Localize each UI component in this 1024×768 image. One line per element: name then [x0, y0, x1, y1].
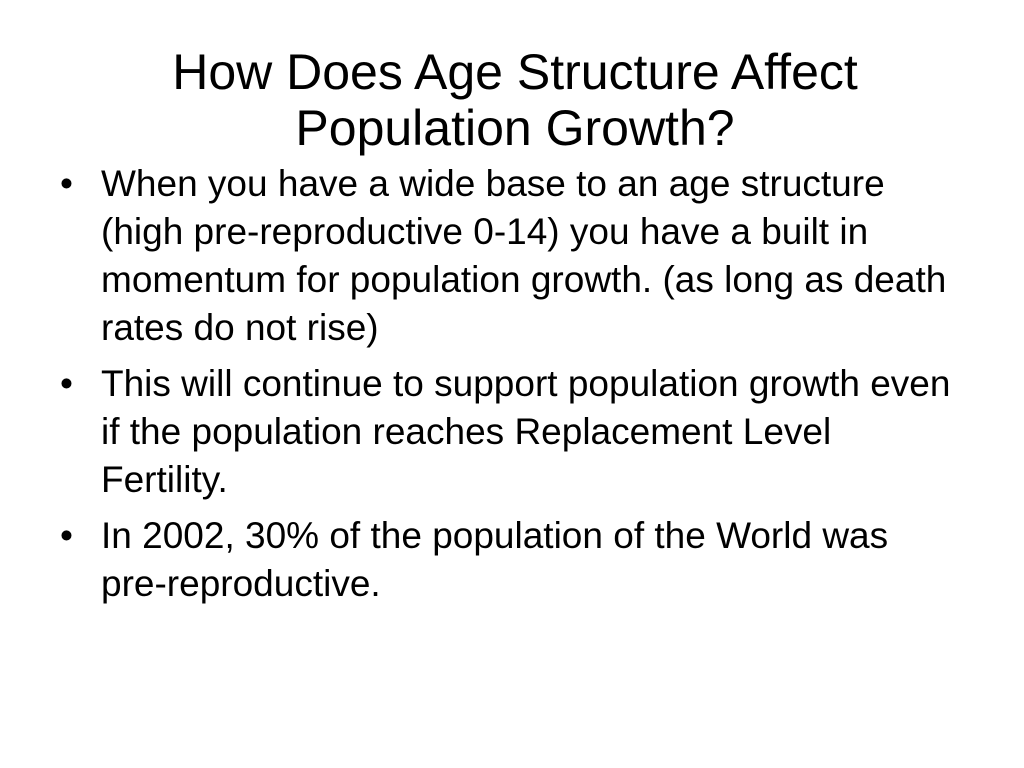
bullet-item — [56, 360, 956, 504]
bullet-list — [56, 160, 956, 616]
bullet-marker: • — [60, 515, 73, 556]
bullet-marker: • — [60, 363, 73, 404]
bullet-text: In 2002, 30% of the population of the World was pre-reproductive. — [101, 515, 889, 604]
title-line-2: Population Growth? — [295, 99, 735, 156]
title-line-1: How Does Age Structure Affect — [172, 43, 858, 100]
bullet-item — [56, 512, 956, 608]
slide-title — [60, 34, 970, 156]
bullet-text: This will continue to support population growth even if the population reaches Replacement Level Fertility. — [101, 363, 951, 500]
bullet-item — [56, 160, 956, 352]
bullet-text: When you have a wide base to an age structure (high pre-reproductive 0-14) you have a built in momentum for population growth. (as long as death rates do not rise) — [101, 163, 947, 348]
bullet-marker: • — [60, 163, 73, 204]
